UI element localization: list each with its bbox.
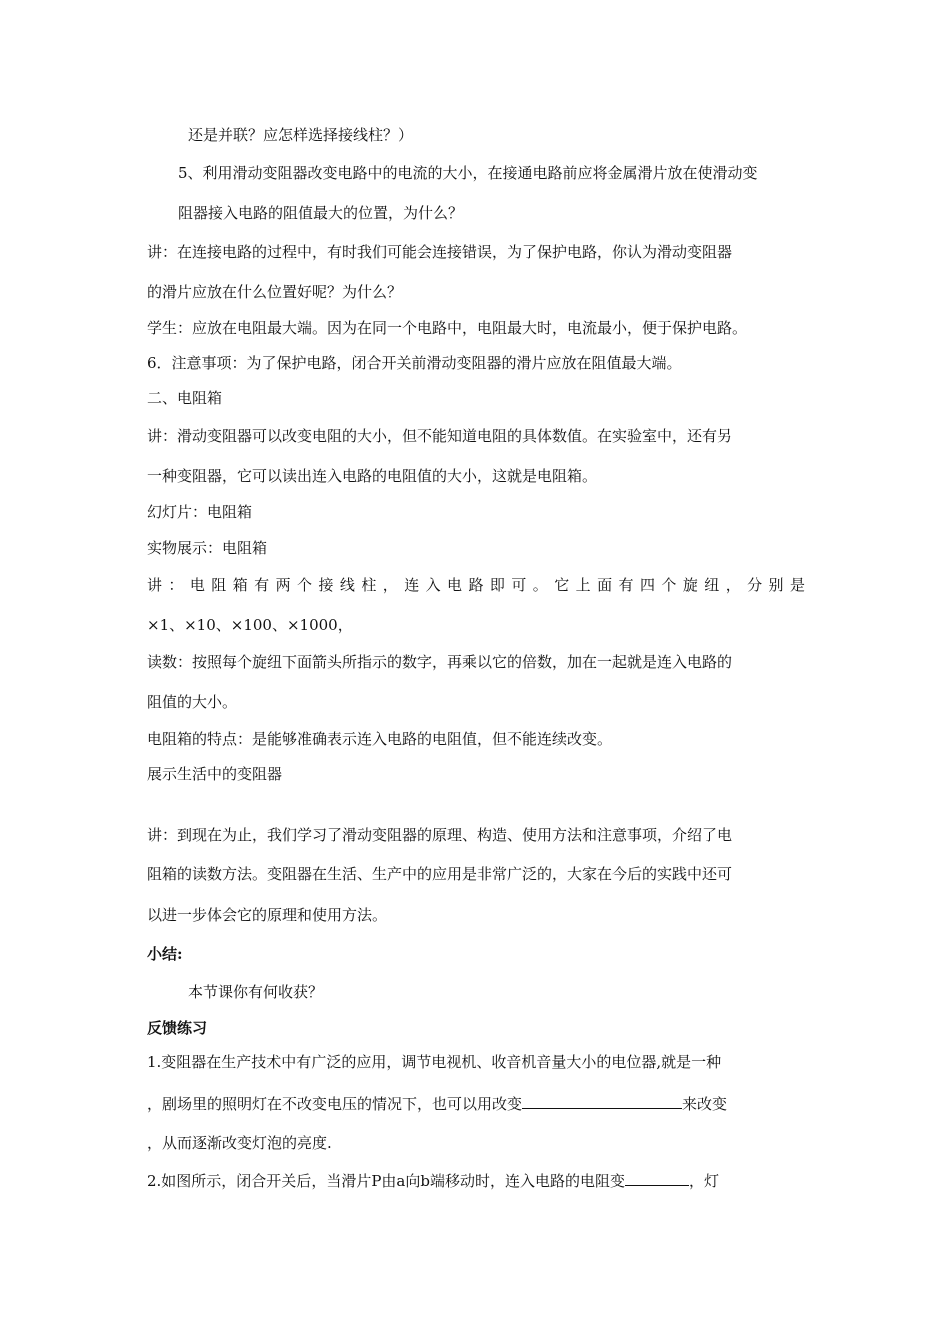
text-line: 6．注意事项：为了保护电路，闭合开关前滑动变阻器的滑片应放在阻值最大端。 xyxy=(147,354,682,372)
text-line: 幻灯片：电阻箱 xyxy=(147,503,253,521)
text-line: 阻箱的读数方法。变阻器在生活、生产中的应用是非常广泛的，大家在今后的实践中还可 xyxy=(147,865,733,883)
text-line: 讲：在连接电路的过程中，有时我们可能会连接错误，为了保护电路，你认为滑动变阻器 xyxy=(147,243,733,261)
text-line: 还是并联？应怎样选择接线柱？） xyxy=(188,126,414,144)
exercise-heading: 反馈练习 xyxy=(147,1019,208,1037)
text-line: 的滑片应放在什么位置好呢？为什么？ xyxy=(147,283,403,301)
answer-blank[interactable] xyxy=(522,1094,682,1109)
question-text: 来改变 xyxy=(682,1095,728,1113)
answer-blank[interactable] xyxy=(625,1171,689,1186)
question-line: 1.变阻器在生产技术中有广泛的应用，调节电视机、收音机音量大小的电位器,就是一种 xyxy=(147,1053,722,1071)
text-line: 一种变阻器，它可以读出连入电路的电阻值的大小，这就是电阻箱。 xyxy=(147,467,598,485)
summary-heading: 小结: xyxy=(147,945,183,963)
text-line: 电阻箱的特点：是能够准确表示连入电路的电阻值，但不能连续改变。 xyxy=(147,730,613,748)
text-line: 读数：按照每个旋纽下面箭头所指示的数字，再乘以它的倍数，加在一起就是连入电路的 xyxy=(147,653,733,671)
question-line xyxy=(147,1171,719,1191)
section-heading: 二、电阻箱 xyxy=(147,389,223,407)
question-text: 2.如图所示，闭合开关后，当滑片P由a向b端移动时，连入电路的电阻变 xyxy=(147,1172,625,1190)
text-line: 讲：到现在为止，我们学习了滑动变阻器的原理、构造、使用方法和注意事项，介绍了电 xyxy=(147,826,733,844)
text-line: ×1、×10、×100、×1000， xyxy=(147,616,353,634)
text-line: 展示生活中的变阻器 xyxy=(147,765,283,783)
text-line: 讲：电阻箱有两个接线柱，连入电路即可。它上面有四个旋纽，分别是 xyxy=(147,576,805,594)
text-line: 5、利用滑动变阻器改变电路中的电流的大小，在接通电路前应将金属滑片放在使滑动变 xyxy=(178,164,758,182)
question-text: ，灯 xyxy=(688,1172,719,1190)
text-line: 阻器接入电路的阻值最大的位置，为什么？ xyxy=(178,204,464,222)
question-text: ，剧场里的照明灯在不改变电压的情况下，也可以用改变 xyxy=(147,1095,523,1113)
text-line: 讲：滑动变阻器可以改变电阻的大小，但不能知道电阻的具体数值。在实验室中，还有另 xyxy=(147,427,733,445)
text-line: 以进一步体会它的原理和使用方法。 xyxy=(147,906,388,924)
text-line: 实物展示：电阻箱 xyxy=(147,539,268,557)
text-line: 学生：应放在电阻最大端。因为在同一个电路中，电阻最大时，电流最小，便于保护电路。 xyxy=(147,319,748,337)
question-line xyxy=(147,1094,727,1114)
text-line: 阻值的大小。 xyxy=(147,693,238,711)
question-line: ，从而逐渐改变灯泡的亮度. xyxy=(147,1134,332,1152)
text-line: 本节课你有何收获？ xyxy=(188,983,324,1001)
